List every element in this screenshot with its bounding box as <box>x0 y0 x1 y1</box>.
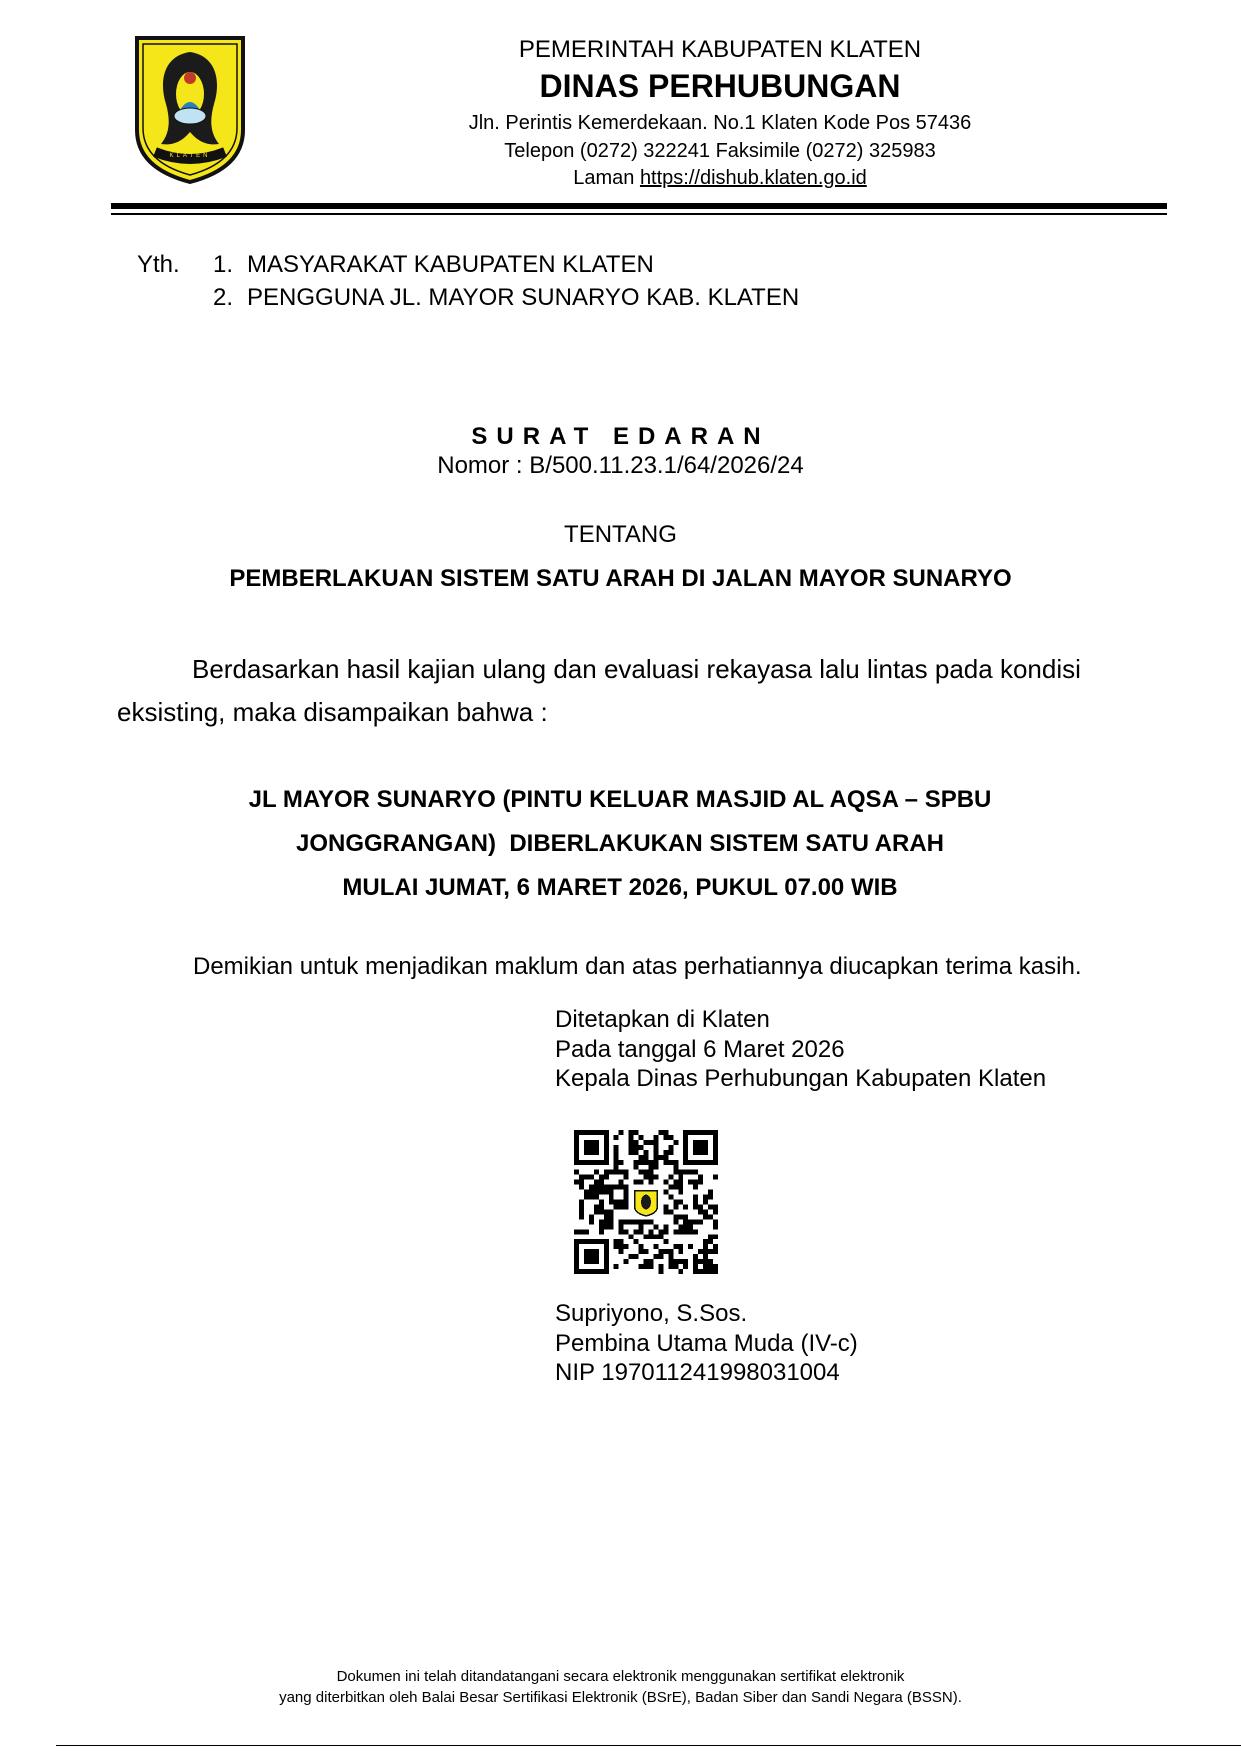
esign-notice-line: yang diterbitkan oleh Balai Besar Sertifikasi Elektronik (BSrE), Badan Siber dan Sandi Negara (BSSN). <box>279 1689 962 1706</box>
announcement-line: JL MAYOR SUNARYO (PINTU KELUAR MASJID AL AQSA – SPBU <box>248 786 992 813</box>
announcement-line: JONGGRANGAN) DIBERLAKUKAN SISTEM SATU ARAH <box>296 830 944 857</box>
letterhead-rule-thin <box>111 213 1167 215</box>
signatory-name: Supriyono, S.Sos. <box>555 1300 748 1327</box>
about-label: TENTANG <box>564 521 677 548</box>
website-link[interactable]: https://dishub.klaten.go.id <box>639 167 867 189</box>
agency-website <box>330 167 1110 190</box>
announcement <box>180 778 1060 910</box>
document-subject: PEMBERLAKUAN SISTEM SATU ARAH DI JALAN MAYOR SUNARYO <box>229 565 1012 592</box>
qr-code-signature <box>574 1130 718 1274</box>
signatory-rank: Pembina Utama Muda (IV-c) <box>555 1330 858 1357</box>
closing-sentence: Demikian untuk menjadikan maklum dan atas perhatiannya diucapkan terima kasih. <box>193 953 1082 980</box>
agency-name: DINAS PERHUBUNGAN <box>539 68 901 104</box>
addressee-label: Yth. <box>137 251 180 278</box>
addressee-text: PENGGUNA JL. MAYOR SUNARYO KAB. KLATEN <box>247 284 800 311</box>
addressee-item <box>213 284 799 312</box>
letterhead-rule <box>111 203 1167 209</box>
footer-rule <box>56 1745 1241 1746</box>
signatory-nip: NIP 197011241998031004 <box>555 1359 840 1386</box>
signature-date: Pada tanggal 6 Maret 2026 <box>555 1036 845 1063</box>
addressee-item <box>213 251 654 279</box>
document-type-heading: SURAT EDARAN <box>471 423 770 450</box>
government-name: PEMERINTAH KABUPATEN KLATEN <box>518 36 922 63</box>
addressee-number: 1. <box>213 251 234 278</box>
document-number: Nomor : B/500.11.23.1/64/2026/24 <box>437 452 804 479</box>
agency-phone: Telepon (0272) 322241 Faksimile (0272) 325983 <box>504 140 936 162</box>
addressee-number: 2. <box>213 284 234 311</box>
svg-text:KLATEN: KLATEN <box>169 153 211 159</box>
esign-notice-line: Dokumen ini telah ditandatangani secara elektronik menggunakan sertifikat elektronik <box>336 1668 905 1685</box>
signature-place: Ditetapkan di Klaten <box>555 1006 770 1033</box>
announcement-line: MULAI JUMAT, 6 MARET 2026, PUKUL 07.00 WIB <box>342 874 898 901</box>
kabupaten-klaten-logo <box>133 34 247 186</box>
body-paragraph: Berdasarkan hasil kajian ulang dan evaluasi rekayasa lalu lintas pada kondisi eksisting, maka disampaikan bahwa : <box>117 654 1081 727</box>
signatory-position: Kepala Dinas Perhubungan Kabupaten Klaten <box>555 1065 1047 1092</box>
agency-address: Jln. Perintis Kemerdekaan. No.1 Klaten Kode Pos 57436 <box>468 112 972 134</box>
website-label: Laman <box>573 167 640 189</box>
addressee-text: MASYARAKAT KABUPATEN KLATEN <box>247 251 654 278</box>
